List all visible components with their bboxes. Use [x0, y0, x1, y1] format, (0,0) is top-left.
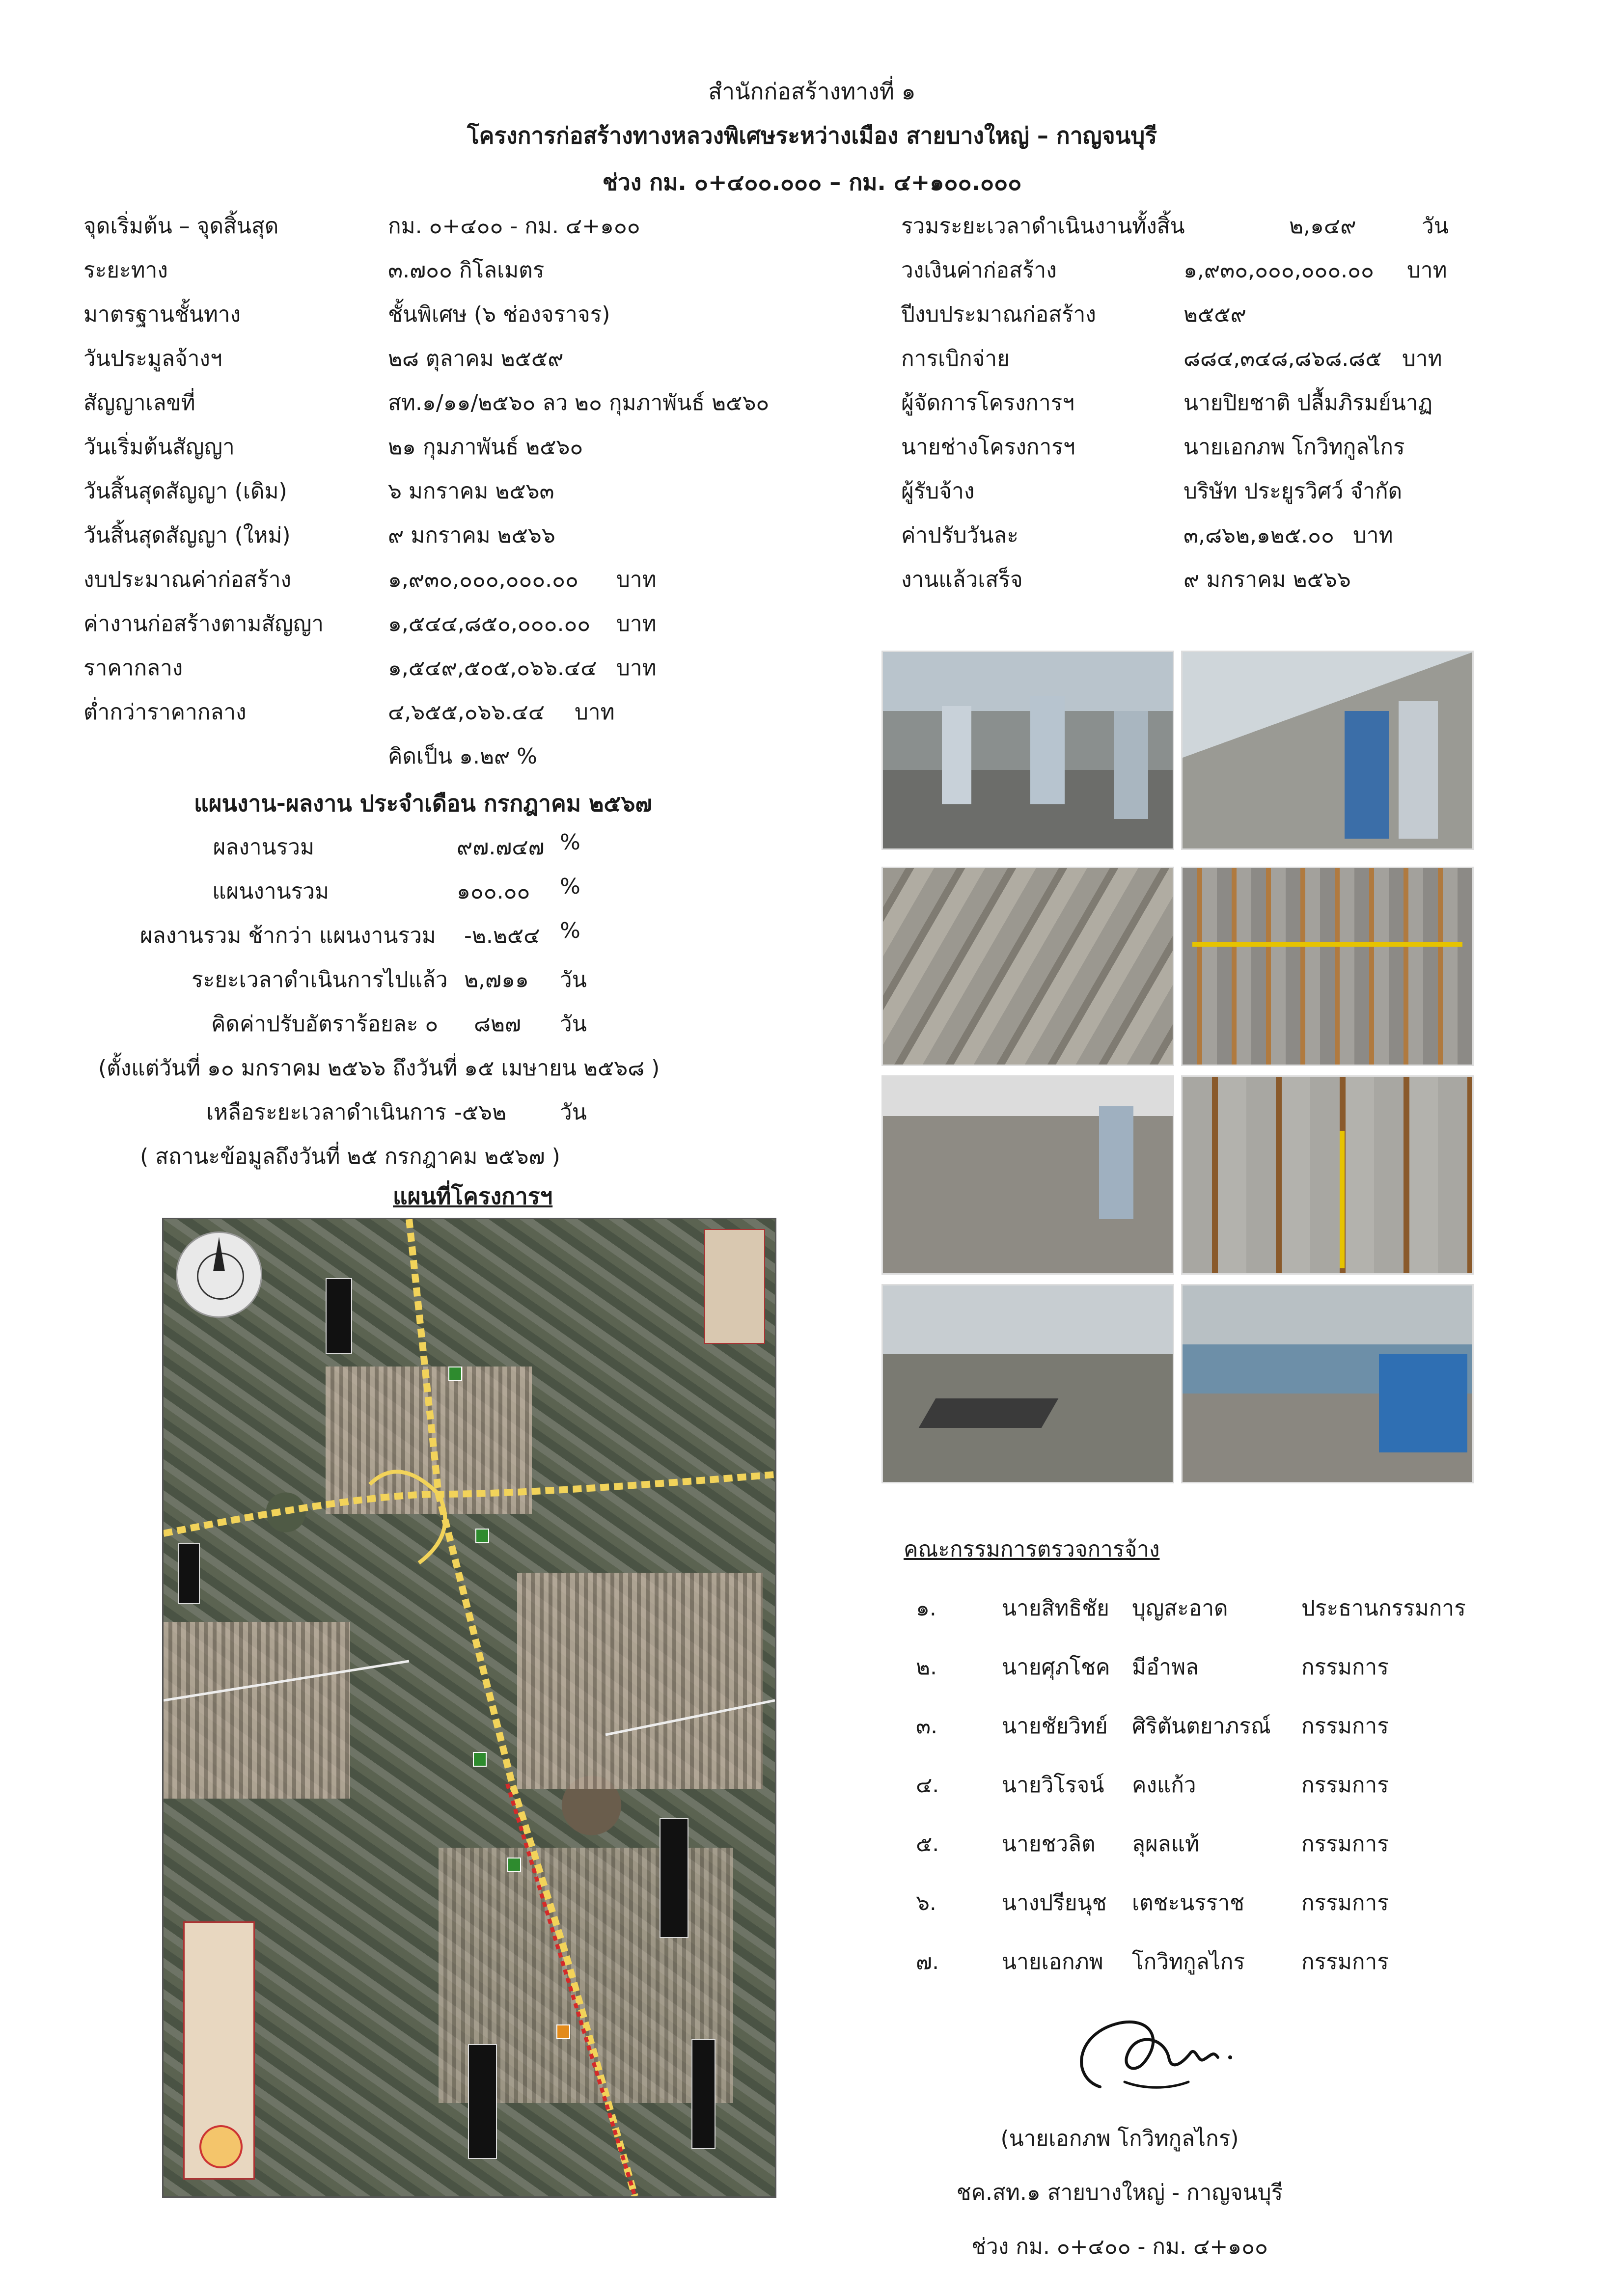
member-number: ๔.	[916, 1773, 939, 1798]
info-value: ๒๘ ตุลาคม ๒๕๕๙	[388, 346, 564, 371]
compass-icon	[176, 1231, 262, 1318]
info-label: งบประมาณค่าก่อสร้าง	[83, 567, 292, 592]
plan-value: ๙๗.๗๔๗	[457, 835, 545, 860]
signer-position: ชค.สท.๑ สายบางใหญ่ - กาญจนบุรี	[956, 2180, 1283, 2205]
site-photo	[881, 651, 1174, 850]
info-value: ๙ มกราคม ๒๕๖๖	[388, 523, 555, 548]
info-value: ๑,๕๔๙,๕๐๕,๐๖๖.๔๔	[388, 656, 597, 681]
member-role: กรรมการ	[1301, 1773, 1389, 1798]
info-value: นายเอกภพ โกวิทกูลไกร	[1184, 435, 1405, 460]
info-value: ๑,๕๔๔,๘๕๐,๐๐๐.๐๐	[388, 611, 591, 636]
info-value: ๔,๖๕๕,๐๖๖.๔๔	[388, 700, 545, 725]
plan-value: -๒.๒๕๔	[464, 923, 540, 948]
info-label: วันเริ่มต้นสัญญา	[83, 435, 235, 460]
site-photo	[881, 867, 1174, 1066]
info-label: สัญญาเลขที่	[83, 390, 195, 415]
info-unit: บาท	[1407, 258, 1447, 283]
info-unit: บาท	[616, 611, 657, 636]
map-pin-icon	[507, 1858, 521, 1872]
plan-value: ๘๒๗	[474, 1011, 522, 1037]
map-pin-icon	[475, 1529, 489, 1543]
member-role: กรรมการ	[1301, 1831, 1389, 1857]
info-value: ๓.๗๐๐ กิโลเมตร	[388, 258, 545, 283]
info-unit: บาท	[1402, 346, 1442, 371]
info-label: ต่ำกว่าราคากลาง	[83, 700, 247, 725]
member-last-name: เตชะนรราช	[1132, 1890, 1245, 1915]
map-label-box	[178, 1543, 200, 1604]
plan-unit: %	[560, 918, 580, 943]
handwritten-signature	[1066, 2003, 1242, 2102]
plan-label: ผลงานรวม	[213, 835, 314, 860]
member-role: กรรมการ	[1301, 1890, 1389, 1915]
info-label: งานแล้วเสร็จ	[901, 567, 1023, 592]
info-unit: บาท	[1353, 523, 1393, 548]
info-label: ผู้รับจ้าง	[901, 479, 975, 504]
plan-unit: วัน	[560, 1011, 587, 1037]
site-photo	[1181, 867, 1474, 1066]
project-section: ช่วง กม. ๐+๔๐๐.๐๐๐ – กม. ๔+๑๐๐.๐๐๐	[602, 169, 1022, 195]
info-value: ๙ มกราคม ๒๕๖๖	[1184, 567, 1351, 592]
member-role: กรรมการ	[1301, 1714, 1389, 1739]
signer-name: (นายเอกภพ โกวิทกูลไกร)	[1000, 2126, 1239, 2151]
member-last-name: บุญสะอาด	[1132, 1596, 1228, 1621]
project-title: โครงการก่อสร้างทางหลวงพิเศษระหว่างเมือง สายบางใหญ่ – กาญจนบุรี	[467, 122, 1157, 149]
info-value: ๖ มกราคม ๒๕๖๓	[388, 479, 554, 504]
plan-title: แผนงาน-ผลงาน ประจำเดือน กรกฎาคม ๒๕๖๗	[194, 790, 653, 817]
member-last-name: โกวิทกูลไกร	[1132, 1949, 1245, 1974]
info-value: ๑,๙๓๐,๐๐๐,๐๐๐.๐๐	[1184, 258, 1374, 283]
info-label: ผู้จัดการโครงการฯ	[901, 390, 1074, 415]
plan-label: ผลงานรวม ช้ากว่า แผนงานรวม	[140, 923, 436, 948]
period-note: (ตั้งแต่วันที่ ๑๐ มกราคม ๒๕๖๖ ถึงวันที่ ๑๕ เมษายน ๒๕๖๘ )	[98, 1056, 660, 1081]
info-label: ค่างานก่อสร้างตามสัญญา	[83, 611, 324, 636]
plan-unit: %	[560, 830, 580, 855]
info-label: วันประมูลจ้างฯ	[83, 346, 222, 371]
member-number: ๕.	[916, 1831, 939, 1857]
info-value: กม. ๐+๔๐๐ - กม. ๔+๑๐๐	[388, 214, 640, 239]
percent-below-note: คิดเป็น ๑.๒๙ %	[388, 744, 537, 769]
plan-label: เหลือระยะเวลาดำเนินการ	[206, 1100, 446, 1125]
info-unit: บาท	[616, 567, 657, 592]
member-number: ๒.	[916, 1655, 937, 1680]
member-role: กรรมการ	[1301, 1949, 1389, 1974]
info-value: สท.๑/๑๑/๒๕๖๐ ลว ๒๐ กุมภาพันธ์ ๒๕๖๐	[388, 390, 770, 415]
info-value: ๘๘๔,๓๔๘,๘๖๘.๘๕	[1184, 346, 1382, 371]
site-photo	[1181, 651, 1474, 850]
plan-unit: วัน	[560, 1100, 587, 1125]
member-first-name: นายศุภโชค	[1002, 1655, 1110, 1680]
member-role: ประธานกรรมการ	[1301, 1596, 1466, 1621]
status-note: ( สถานะข้อมูลถึงวันที่ ๒๕ กรกฎาคม ๒๕๖๗ )	[140, 1144, 560, 1169]
info-label: วงเงินค่าก่อสร้าง	[901, 258, 1057, 283]
plan-label: คิดค่าปรับอัตราร้อยละ ๐	[211, 1011, 439, 1037]
member-last-name: ศิริตันตยาภรณ์	[1132, 1714, 1271, 1739]
map-label-box	[660, 1818, 688, 1938]
plan-value: ๑๐๐.๐๐	[457, 879, 530, 904]
member-number: ๗.	[916, 1949, 939, 1974]
info-value: ชั้นพิเศษ (๖ ช่องจราจร)	[388, 302, 610, 327]
info-label: วันสิ้นสุดสัญญา (ใหม่)	[83, 523, 291, 548]
project-badge	[183, 1921, 255, 2180]
info-label: นายช่างโครงการฯ	[901, 435, 1075, 460]
seal-icon	[199, 2125, 243, 2168]
info-label: ปีงบประมาณก่อสร้าง	[901, 302, 1096, 327]
info-label: รวมระยะเวลาดำเนินงานทั้งสิ้น	[901, 214, 1185, 239]
map-label-box	[691, 2039, 716, 2149]
committee-title: คณะกรรมการตรวจการจ้าง	[904, 1537, 1160, 1562]
info-value: ๒๕๕๙	[1184, 302, 1246, 327]
info-value: นายปิยชาติ ปลื้มภิรมย์นาฏ	[1184, 390, 1433, 415]
member-last-name: มีอำพล	[1132, 1655, 1199, 1680]
info-unit: บาท	[575, 700, 615, 725]
info-label: ราคากลาง	[83, 656, 183, 681]
plan-value: -๕๖๒	[454, 1100, 507, 1125]
info-unit: บาท	[616, 656, 657, 681]
member-first-name: นายชวลิต	[1002, 1831, 1096, 1857]
project-map	[162, 1218, 776, 2198]
map-title: แผนที่โครงการฯ	[393, 1183, 553, 1209]
info-value: ๓,๘๖๒,๑๒๕.๐๐	[1184, 523, 1334, 548]
plan-unit: %	[560, 874, 580, 899]
info-value: ๑,๙๓๐,๐๐๐,๐๐๐.๐๐	[388, 567, 578, 592]
map-pin-icon	[448, 1367, 462, 1381]
info-label: จุดเริ่มต้น – จุดสิ้นสุด	[83, 214, 279, 239]
info-unit: วัน	[1422, 214, 1449, 239]
info-label: ระยะทาง	[83, 258, 168, 283]
site-photo	[881, 1075, 1174, 1275]
member-first-name: นายชัยวิทย์	[1002, 1714, 1108, 1739]
plan-unit: วัน	[560, 967, 587, 992]
map-legend	[704, 1229, 765, 1344]
info-label: มาตรฐานชั้นทาง	[83, 302, 241, 327]
member-number: ๖.	[916, 1890, 936, 1915]
map-label-box	[468, 2044, 497, 2159]
signer-section: ช่วง กม. ๐+๔๐๐ - กม. ๔+๑๐๐	[971, 2234, 1268, 2259]
site-photo	[1181, 1075, 1474, 1275]
info-label: การเบิกจ่าย	[901, 346, 1010, 371]
member-first-name: นายเอกภพ	[1002, 1949, 1103, 1974]
map-label-box	[326, 1278, 352, 1354]
member-first-name: นายวิโรจน์	[1002, 1773, 1104, 1798]
plan-value: ๒,๗๑๑	[464, 967, 529, 992]
info-value: ๒๑ กุมภาพันธ์ ๒๕๖๐	[388, 435, 583, 460]
map-pin-icon	[556, 2024, 570, 2039]
map-pin-icon	[473, 1752, 487, 1767]
member-first-name: นายสิทธิชัย	[1002, 1596, 1109, 1621]
member-first-name: นางปรียนุช	[1002, 1890, 1107, 1915]
site-photo	[881, 1284, 1174, 1483]
plan-label: ระยะเวลาดำเนินการไปแล้ว	[192, 967, 448, 992]
member-number: ๑.	[916, 1596, 936, 1621]
office-title: สำนักก่อสร้างทางที่ ๑	[708, 78, 916, 105]
info-label: วันสิ้นสุดสัญญา (เดิม)	[83, 479, 287, 504]
member-number: ๓.	[916, 1714, 938, 1739]
info-value: ๒,๑๔๙	[1289, 214, 1356, 239]
info-value: บริษัท ประยูรวิศว์ จำกัด	[1184, 479, 1403, 504]
plan-label: แผนงานรวม	[212, 879, 329, 904]
member-last-name: ลุผลแท้	[1132, 1831, 1200, 1857]
site-photo	[1181, 1284, 1474, 1483]
member-last-name: คงแก้ว	[1132, 1773, 1196, 1798]
member-role: กรรมการ	[1301, 1655, 1389, 1680]
info-label: ค่าปรับวันละ	[901, 523, 1019, 548]
